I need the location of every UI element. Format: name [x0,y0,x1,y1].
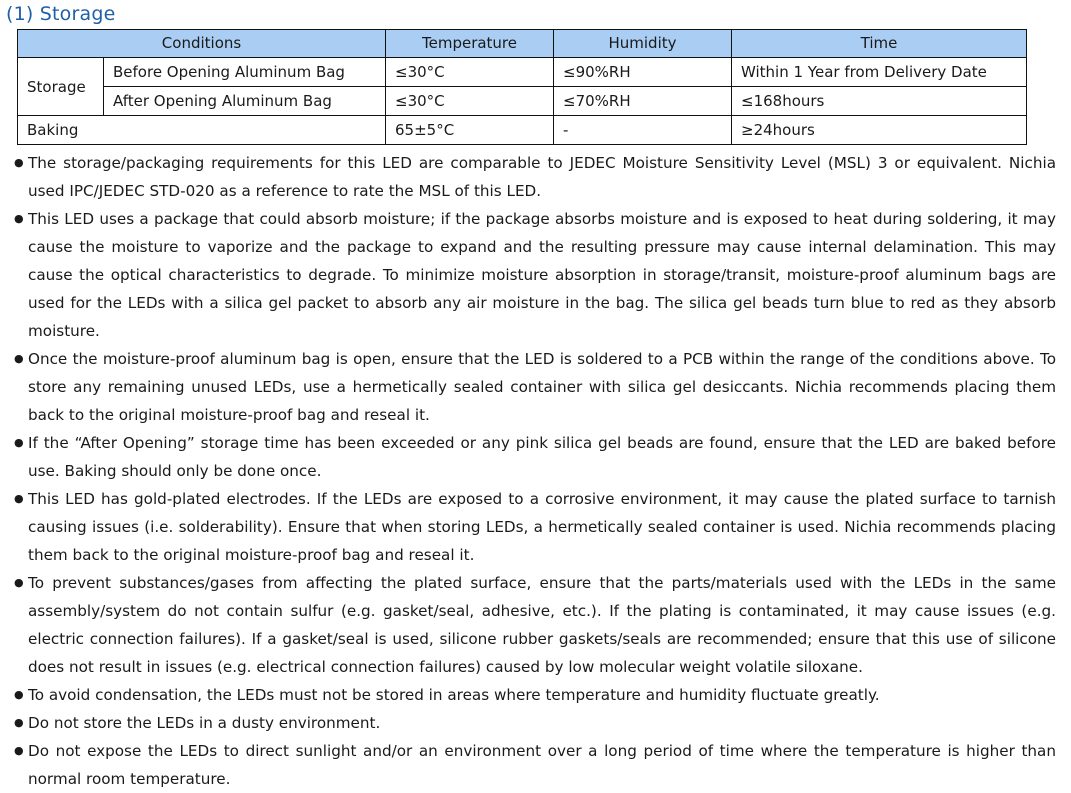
list-item [14,737,1056,793]
bullet-icon: ● [14,212,24,225]
section-title: (1) Storage [6,3,116,25]
note-text: Once the moisture-proof aluminum bag is open, ensure that the LED is soldered to a PCB within the range of the conditions above. To store any remaining unused LEDs, use a hermetically sealed container with silica gel desiccants. Nichia recommends placing them back to the original moisture-proof bag and reseal it. [28,350,1056,424]
time-cell: ≥24hours [732,116,1027,145]
header-time: Time [732,30,1027,58]
temperature-cell: ≤30°C [386,58,554,87]
list-item [14,569,1056,681]
storage-notes-list [14,149,1056,793]
humidity-cell: - [554,116,732,145]
note-text: This LED has gold-plated electrodes. If the LEDs are exposed to a corrosive environment, it may cause the plated surface to tarnish causing issues (i.e. solderability). Ensure that when storing LEDs, a hermetically sealed container is used. Nichia recommends placing them back to the original moisture-proof bag and reseal it. [28,490,1056,564]
header-conditions: Conditions [18,30,386,58]
note-text: If the “After Opening” storage time has been exceeded or any pink silica gel beads are found, ensure that the LED are baked before use. Baking should only be done once. [28,434,1056,480]
list-item [14,429,1056,485]
storage-row-label: Storage [18,58,104,116]
list-item [14,485,1056,569]
condition-cell: After Opening Aluminum Bag [104,87,386,116]
list-item [14,681,1056,709]
table-row [18,87,1027,116]
header-humidity: Humidity [554,30,732,58]
note-text: Do not store the LEDs in a dusty environment. [28,714,381,732]
list-item [14,205,1056,345]
list-item [14,345,1056,429]
time-cell: ≤168hours [732,87,1027,116]
note-text: To prevent substances/gases from affecting the plated surface, ensure that the parts/materials used with the LEDs in the same assembly/system do not contain sulfur (e.g. gasket/seal, adhesive, etc.). If the plating is contaminated, it may cause issues (e.g. electric connection failures). If a gasket/seal is used, silicone rubber gaskets/seals are recommended; ensure that this use of silicone does not result in issues (e.g. electrical connection failures) caused by low molecular weight volatile siloxane. [28,574,1056,676]
note-text: Do not expose the LEDs to direct sunlight and/or an environment over a long period of time where the temperature is higher than normal room temperature. [28,742,1056,788]
bullet-icon: ● [14,716,24,729]
bullet-icon: ● [14,576,24,589]
storage-conditions-table [17,29,1027,145]
bullet-icon: ● [14,744,24,757]
note-text: The storage/packaging requirements for this LED are comparable to JEDEC Moisture Sensitivity Level (MSL) 3 or equivalent. Nichia used IPC/JEDEC STD-020 as a reference to rate the MSL of this LED. [28,154,1056,200]
bullet-icon: ● [14,156,24,169]
time-cell: Within 1 Year from Delivery Date [732,58,1027,87]
baking-label: Baking [18,116,386,145]
temperature-cell: 65±5°C [386,116,554,145]
bullet-icon: ● [14,688,24,701]
bullet-icon: ● [14,436,24,449]
table-row [18,116,1027,145]
note-text: This LED uses a package that could absorb moisture; if the package absorbs moisture and is exposed to heat during soldering, it may cause the moisture to vaporize and the package to expand and the resulting pressure may cause internal delamination. This may cause the optical characteristics to degrade. To minimize moisture absorption in storage/transit, moisture-proof aluminum bags are used for the LEDs with a silica gel packet to absorb any air moisture in the bag. The silica gel beads turn blue to red as they absorb moisture. [28,210,1056,340]
table-row [18,58,1027,87]
condition-cell: Before Opening Aluminum Bag [104,58,386,87]
temperature-cell: ≤30°C [386,87,554,116]
header-temperature: Temperature [386,30,554,58]
bullet-icon: ● [14,492,24,505]
table-header-row [18,30,1027,58]
list-item [14,149,1056,205]
note-text: To avoid condensation, the LEDs must not be stored in areas where temperature and humidity fluctuate greatly. [28,686,880,704]
list-item [14,709,1056,737]
bullet-icon: ● [14,352,24,365]
humidity-cell: ≤90%RH [554,58,732,87]
humidity-cell: ≤70%RH [554,87,732,116]
